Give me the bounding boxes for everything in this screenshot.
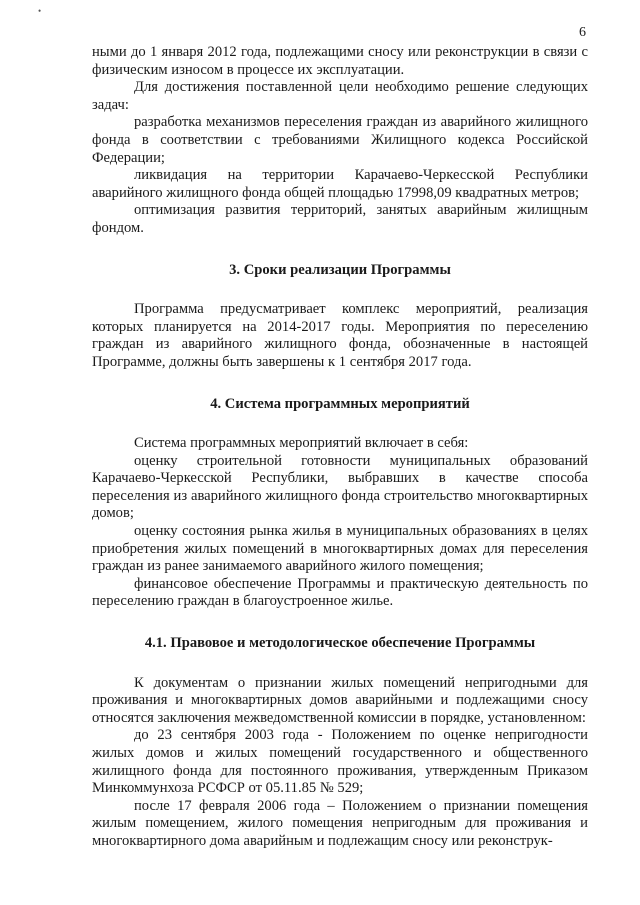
paragraph: оптимизация развития территорий, занятых аварийным жилищным фондом. [92, 202, 588, 236]
document-body [92, 44, 588, 851]
paragraph: Программа предусматривает комплекс мероприятий, реализация которых планируется на 2014-2017 годы. Мероприятия по переселению граждан из аварийного жилищного фонда, обозначенные в настоящей Программе, должны быть завершены к 1 сентября 2017 года. [92, 301, 588, 370]
paragraph: разработка механизмов переселения граждан из аварийного жилищного фонда в соответствии с требованиями Жилищного кодекса Российской Федерации; [92, 114, 588, 166]
paragraph: до 23 сентября 2003 года - Положением по оценке непригодности жилых домов и жилых помещений государственного и общественного жилищного фонда для постоянного проживания, утвержденным Приказом Минкоммунхоза РСФСР от 05.11.85 № 529; [92, 727, 588, 797]
page-number: 6 [579, 25, 586, 40]
paragraph: оценку строительной готовности муниципальных образований Карачаево-Черкесской Республики, выбравших в качестве способа переселения из аварийного жилищного фонда строительство многоквартирных домов; [92, 452, 588, 522]
paragraph: ликвидация на территории Карачаево-Черкесской Республики аварийного жилищного фонда общей площадью 17998,09 квадратных метров; [92, 167, 588, 201]
section-heading-4-1: 4.1. Правовое и методологическое обеспечение Программы [144, 635, 536, 652]
section-heading-4: 4. Система программных мероприятий [210, 395, 470, 412]
paragraph: К документам о признании жилых помещений непригодными для проживания и многоквартирных домов аварийными и подлежащими сносу относятся заключения межведомственной комиссии в порядке, установленном: [92, 674, 588, 726]
paragraph: оценку состояния рынка жилья в муниципальных образованиях в целях приобретения жилых помещений в многоквартирных домах для переселения граждан из ранее занимаемого аварийного жилого помещения; [92, 523, 588, 575]
section-heading-3: 3. Сроки реализации Программы [229, 261, 451, 278]
paragraph: после 17 февраля 2006 года – Положением о признании помещения жилым помещением, жилого помещения непригодным для проживания и многоквартирного дома аварийным и подлежащим сносу или реконструк- [92, 797, 588, 849]
paragraph: финансовое обеспечение Программы и практическую деятельность по переселению граждан в благоустроенное жилье. [92, 575, 588, 610]
scan-mark: • [38, 6, 42, 16]
paragraph: Система программных мероприятий включает в себя: [134, 435, 469, 452]
paragraph: Для достижения поставленной цели необходимо решение следующих задач: [92, 79, 588, 113]
paragraph: ными до 1 января 2012 года, подлежащими сносу или реконструкции в связи с физическим износом в процессе их эксплуатации. [92, 44, 588, 78]
